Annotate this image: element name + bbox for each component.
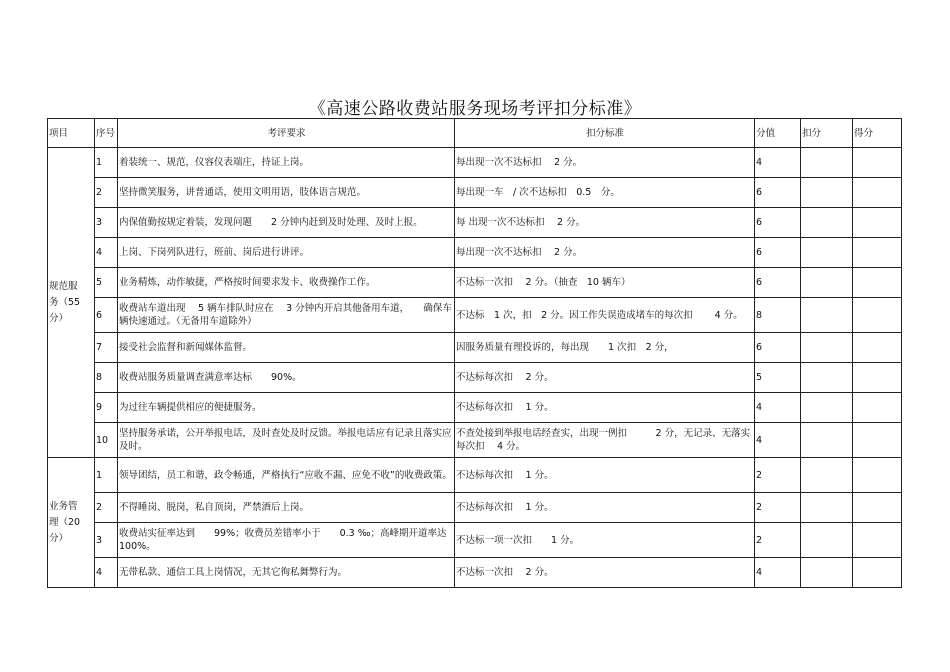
get-cell (853, 333, 902, 363)
deduct-cell (801, 208, 853, 238)
score-cell: 5 (755, 363, 801, 393)
deduct-cell (801, 558, 853, 588)
table-row (48, 208, 902, 238)
requirement-cell: 业务精炼，动作敏捷，严格按时间要求发卡、收费操作工作。 (118, 268, 455, 298)
score-cell: 2 (755, 493, 801, 523)
row-number: 1 (95, 458, 118, 493)
row-number: 6 (95, 298, 118, 333)
get-cell (853, 423, 902, 458)
table-row (48, 423, 902, 458)
score-cell: 6 (755, 178, 801, 208)
get-cell (853, 298, 902, 333)
requirement-cell: 不得睡岗、脱岗，私自顶岗，严禁酒后上岗。 (118, 493, 455, 523)
score-cell: 4 (755, 558, 801, 588)
deduct-cell (801, 493, 853, 523)
requirement-cell: 无带私款、通信工具上岗情况，无其它徇私舞弊行为。 (118, 558, 455, 588)
standard-cell: 不达标一项一次扣 1 分。 (455, 523, 755, 558)
standard-cell: 不查处接到举报电话经查实，出现一例扣 2 分，无记录、无落实每次扣 4 分。 (455, 423, 755, 458)
standard-cell: 不达标每次扣 1 分。 (455, 458, 755, 493)
header-standard: 扣分标准 (455, 119, 755, 148)
row-number: 2 (95, 178, 118, 208)
row-number: 4 (95, 238, 118, 268)
header-no: 序号 (95, 119, 118, 148)
requirement-cell: 收费站实征率达到 99%；收费员差错率小于 0.3 ‰；高峰期开道率达100%。 (118, 523, 455, 558)
standard-cell: 每出现一车 / 次不达标扣 0.5 分。 (455, 178, 755, 208)
requirement-cell: 为过往车辆提供相应的便捷服务。 (118, 393, 455, 423)
section-name: 业务管 理（20 分） (48, 458, 95, 588)
requirement-cell: 上岗、下岗列队进行，班前、岗后进行讲评。 (118, 238, 455, 268)
deduct-cell (801, 393, 853, 423)
get-cell (853, 178, 902, 208)
table-row (48, 458, 902, 493)
get-cell (853, 363, 902, 393)
table-row (48, 298, 902, 333)
header-row (48, 119, 902, 148)
requirement-cell: 收费站车道出现 5 辆车排队时应在 3 分钟内开启其他备用车道， 确保车辆快速通过。（无备用车道除外） (118, 298, 455, 333)
deduct-cell (801, 423, 853, 458)
score-cell: 4 (755, 423, 801, 458)
deduct-cell (801, 238, 853, 268)
deduct-cell (801, 178, 853, 208)
deduct-cell (801, 268, 853, 298)
table-row (48, 558, 902, 588)
table-row (48, 493, 902, 523)
get-cell (853, 268, 902, 298)
standard-cell: 每出现一次不达标扣 2 分。 (455, 148, 755, 178)
header-get: 得分 (853, 119, 902, 148)
row-number: 1 (95, 148, 118, 178)
score-cell: 8 (755, 298, 801, 333)
header-score: 分值 (755, 119, 801, 148)
deduct-cell (801, 458, 853, 493)
score-cell: 4 (755, 148, 801, 178)
row-number: 10 (95, 423, 118, 458)
header-deduct: 扣分 (801, 119, 853, 148)
requirement-cell: 收费站服务质量调查满意率达标 90%。 (118, 363, 455, 393)
header-requirement: 考评要求 (118, 119, 455, 148)
score-cell: 4 (755, 393, 801, 423)
standard-cell: 不达标 1 次，扣 2 分。因工作失误造成堵车的每次扣 4 分。 (455, 298, 755, 333)
standard-cell: 每 出现一次不达标扣 2 分。 (455, 208, 755, 238)
score-cell: 6 (755, 208, 801, 238)
section-name: 规范服 务（55 分） (48, 148, 95, 458)
row-number: 3 (95, 523, 118, 558)
get-cell (853, 238, 902, 268)
table-row (48, 268, 902, 298)
scoring-table (47, 118, 902, 588)
deduct-cell (801, 363, 853, 393)
standard-cell: 每出现一次不达标扣 2 分。 (455, 238, 755, 268)
table-row (48, 363, 902, 393)
get-cell (853, 523, 902, 558)
standard-cell: 不达标每次扣 1 分。 (455, 493, 755, 523)
get-cell (853, 458, 902, 493)
get-cell (853, 148, 902, 178)
table-row (48, 238, 902, 268)
score-cell: 6 (755, 238, 801, 268)
table-row (48, 523, 902, 558)
requirement-cell: 着装统一、规范，仪容仪表端庄，持证上岗。 (118, 148, 455, 178)
deduct-cell (801, 298, 853, 333)
standard-cell: 不达标一次扣 2 分。 (455, 558, 755, 588)
requirement-cell: 领导团结，员工和谐，政令畅通，严格执行“应收不漏、应免不收”的收费政策。 (118, 458, 455, 493)
requirement-cell: 坚持服务承诺，公开举报电话，及时查处及时反馈。举报电话应有记录且落实应及时。 (118, 423, 455, 458)
requirement-cell: 接受社会监督和新闻媒体监督。 (118, 333, 455, 363)
requirement-cell: 坚持微笑服务，讲普通话，使用文明用语，肢体语言规范。 (118, 178, 455, 208)
table-row (48, 178, 902, 208)
table-row (48, 148, 902, 178)
deduct-cell (801, 523, 853, 558)
deduct-cell (801, 148, 853, 178)
row-number: 9 (95, 393, 118, 423)
header-item: 项目 (48, 119, 95, 148)
standard-cell: 不达标一次扣 2 分。（抽查 10 辆车） (455, 268, 755, 298)
table-row (48, 393, 902, 423)
row-number: 3 (95, 208, 118, 238)
row-number: 7 (95, 333, 118, 363)
score-cell: 2 (755, 523, 801, 558)
requirement-cell: 内保值勤按规定着装，发现问题 2 分钟内赶到及时处理、及时上报。 (118, 208, 455, 238)
score-cell: 2 (755, 458, 801, 493)
get-cell (853, 393, 902, 423)
deduct-cell (801, 333, 853, 363)
standard-cell: 因服务质量有理投诉的，每出现 1 次扣 2 分， (455, 333, 755, 363)
score-cell: 6 (755, 333, 801, 363)
get-cell (853, 208, 902, 238)
get-cell (853, 558, 902, 588)
row-number: 4 (95, 558, 118, 588)
page-title: 《高速公路收费站服务现场考评扣分标准》 (308, 99, 642, 119)
get-cell (853, 493, 902, 523)
table-row (48, 333, 902, 363)
score-cell: 6 (755, 268, 801, 298)
standard-cell: 不达标每次扣 2 分。 (455, 363, 755, 393)
row-number: 8 (95, 363, 118, 393)
row-number: 2 (95, 493, 118, 523)
standard-cell: 不达标每次扣 1 分。 (455, 393, 755, 423)
row-number: 5 (95, 268, 118, 298)
